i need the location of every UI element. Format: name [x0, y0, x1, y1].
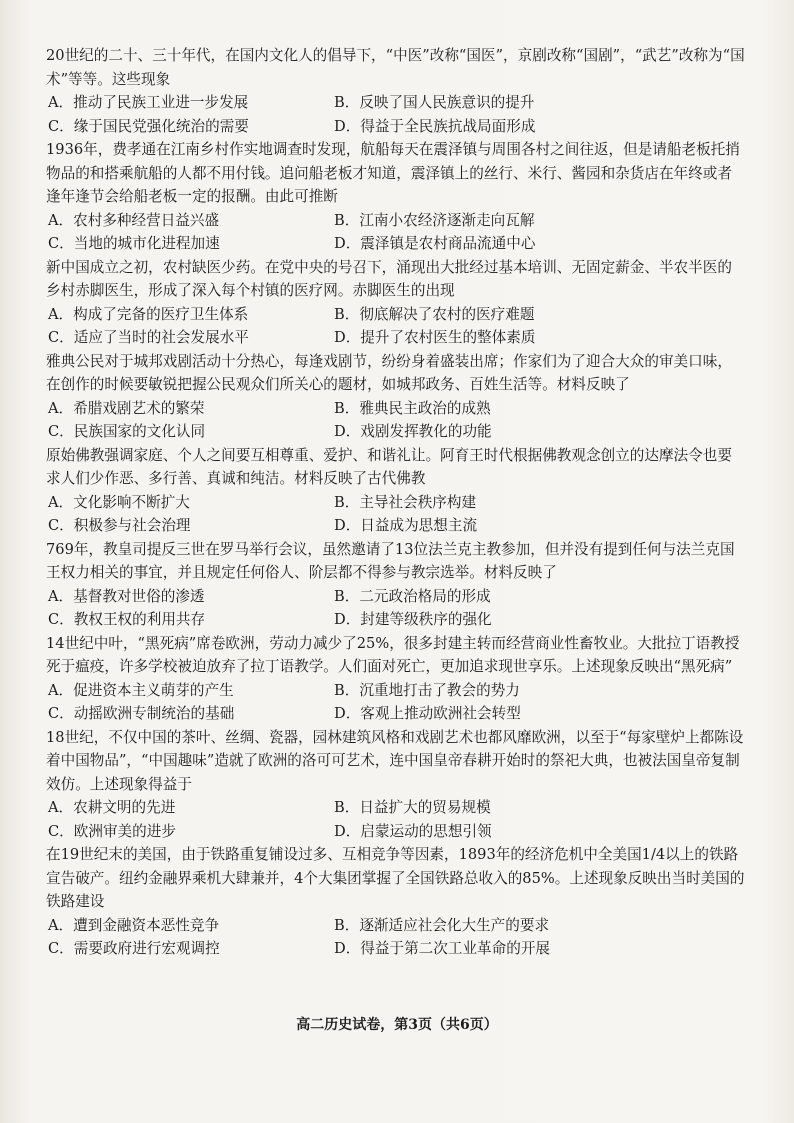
option-d: D．客观上推动欧洲社会转型 — [334, 705, 521, 722]
option-d: D．封建等级秩序的强化 — [334, 611, 492, 628]
option-c: C．民族国家的文化认同 — [48, 423, 206, 440]
question-list — [46, 44, 746, 961]
option-c: C．动摇欧洲专制统治的基础 — [48, 705, 235, 722]
answer-options — [48, 303, 746, 350]
option-c: C．适应了当时的社会发展水平 — [48, 329, 249, 346]
option-b: B．日益扩大的贸易规模 — [334, 799, 491, 816]
question-item — [46, 350, 746, 444]
question-stem: 18世纪，不仅中国的茶叶、丝绸、瓷器，园林建筑风格和戏剧艺术也都风靡欧洲，以至于“每家壁炉上都陈设着中国物品”，“中国趣味”造就了欧洲的洛可可艺术，连中国皇帝春耕开始时的祭祀大典，也被法国皇帝复制效仿。上述现象得益于 — [46, 728, 744, 793]
question-item — [46, 632, 746, 726]
question-item — [46, 538, 746, 632]
answer-options — [48, 914, 746, 961]
question-item — [46, 256, 746, 350]
option-c: C．教权王权的利用共存 — [48, 611, 206, 628]
question-stem: 14世纪中叶，“黑死病”席卷欧洲，劳动力减少了25%，很多封建主转而经营商业性畜牧业。大批拉丁语教授死于瘟疫，许多学校被迫放弃了拉丁语教学。人们面对死亡，更加追求现世享乐。上述现象反映出“黑死病” — [46, 634, 740, 675]
question-item — [46, 444, 746, 538]
option-a: A．基督教对世俗的渗透 — [48, 587, 205, 605]
option-c: C．欧洲审美的进步 — [48, 822, 176, 840]
question-item — [46, 138, 746, 256]
option-b: B．江南小农经济逐渐走向瓦解 — [334, 211, 535, 229]
answer-options — [48, 679, 746, 726]
question-stem: 20世纪的二十、三十年代，在国内文化人的倡导下，“中医”改称“国医”，京剧改称“国剧”，“武艺”改称为“国术”等等。这些现象 — [46, 47, 745, 88]
option-d: D．得益于第二次工业革命的开展 — [334, 940, 551, 957]
option-a: A．农村多种经营日益兴盛 — [48, 211, 220, 229]
option-d: D．戏剧发挥教化的功能 — [334, 423, 492, 440]
option-b: B．逐渐适应社会化大生产的要求 — [334, 916, 550, 934]
answer-options — [48, 585, 746, 632]
option-d: D．日益成为思想主流 — [334, 517, 478, 534]
option-a: A．希腊戏剧艺术的繁荣 — [48, 399, 205, 417]
question-item — [46, 726, 746, 844]
option-c: C．积极参与社会治理 — [48, 517, 191, 534]
option-b: B．彻底解决了农村的医疗难题 — [334, 305, 535, 323]
question-item — [46, 843, 746, 961]
option-b: B．沉重地打击了教会的势力 — [334, 681, 520, 699]
option-a: A．文化影响不断扩大 — [48, 493, 190, 511]
option-a: A．推动了民族工业进一步发展 — [48, 94, 249, 111]
answer-options — [48, 209, 746, 256]
option-d: D．震泽镇是农村商品流通中心 — [334, 235, 536, 252]
option-b: B．主导社会秩序构建 — [334, 493, 477, 511]
option-c: C．需要政府进行宏观调控 — [48, 940, 220, 957]
option-d: D．启蒙运动的思想引领 — [334, 822, 492, 840]
option-a: A．农耕文明的先进 — [48, 799, 176, 816]
option-b: B．二元政治格局的形成 — [334, 587, 491, 605]
option-d: D．得益于全民族抗战局面形成 — [334, 117, 536, 135]
question-stem: 在19世纪末的美国，由于铁路重复铺设过多、互相竞争等因素，1893年的经济危机中全美国1/4以上的铁路宣告破产。纽约金融界乘机大肆兼并，4个大集团掌握了全国铁路总收入的85%。上述现象反映出当时美国的铁路建设 — [46, 846, 745, 910]
option-b: B．雅典民主政治的成熟 — [334, 399, 491, 417]
option-c: C．缘于国民党强化统治的需要 — [48, 117, 249, 135]
option-a: A．构成了完备的医疗卫生体系 — [48, 305, 249, 323]
question-stem: 原始佛教强调家庭、个人之间要互相尊重、爱护、和谐礼让。阿育王时代根据佛教观念创立的达摩法令也要求人们少作恶、多行善、真诚和纯洁。材料反映了古代佛教 — [46, 446, 732, 487]
question-item — [46, 44, 746, 138]
option-a: A．促进资本主义萌芽的产生 — [48, 681, 234, 699]
question-stem: 新中国成立之初，农村缺医少药。在党中央的号召下，涌现出大批经过基本培训、无固定薪金、半农半医的乡村赤脚医生，形成了深入每个村镇的医疗网。赤脚医生的出现 — [46, 258, 732, 299]
question-stem: 雅典公民对于城邦戏剧活动十分热心，每逢戏剧节，纷纷身着盛装出席；作家们为了迎合大众的审美口味，在创作的时候要敏锐把握公民观众们所关心的题材，如城邦政务、百姓生活等。材料反映了 — [46, 352, 732, 393]
page-footer: 高二历史试卷，第3页（共6页） — [296, 1017, 498, 1033]
answer-options — [48, 491, 746, 538]
option-d: D．提升了农村医生的整体素质 — [334, 329, 536, 346]
option-b: B．反映了国人民族意识的提升 — [334, 94, 535, 111]
answer-options — [48, 397, 746, 444]
option-c: C．当地的城市化进程加速 — [48, 235, 220, 252]
answer-options — [48, 91, 746, 138]
question-stem: 769年，教皇司提反三世在罗马举行会议，虽然邀请了13位法兰克主教参加，但并没有提到任何与法兰克国王权力相关的事宜，并且规定任何俗人、阶层都不得参与教宗选举。材料反映了 — [46, 540, 735, 581]
question-stem: 1936年，费孝通在江南乡村作实地调查时发现，航船每天在震泽镇与周围各村之间往返，但是请船老板托捎物品的和搭乘航船的人都不用付钱。追问船老板才知道，震泽镇上的丝行、米行、酱园和杂货店在年终或者逢年逢节会给船老板一定的报酬。由此可推断 — [46, 141, 740, 205]
option-a: A．遭到金融资本恶性竞争 — [48, 916, 220, 934]
answer-options — [48, 796, 746, 843]
